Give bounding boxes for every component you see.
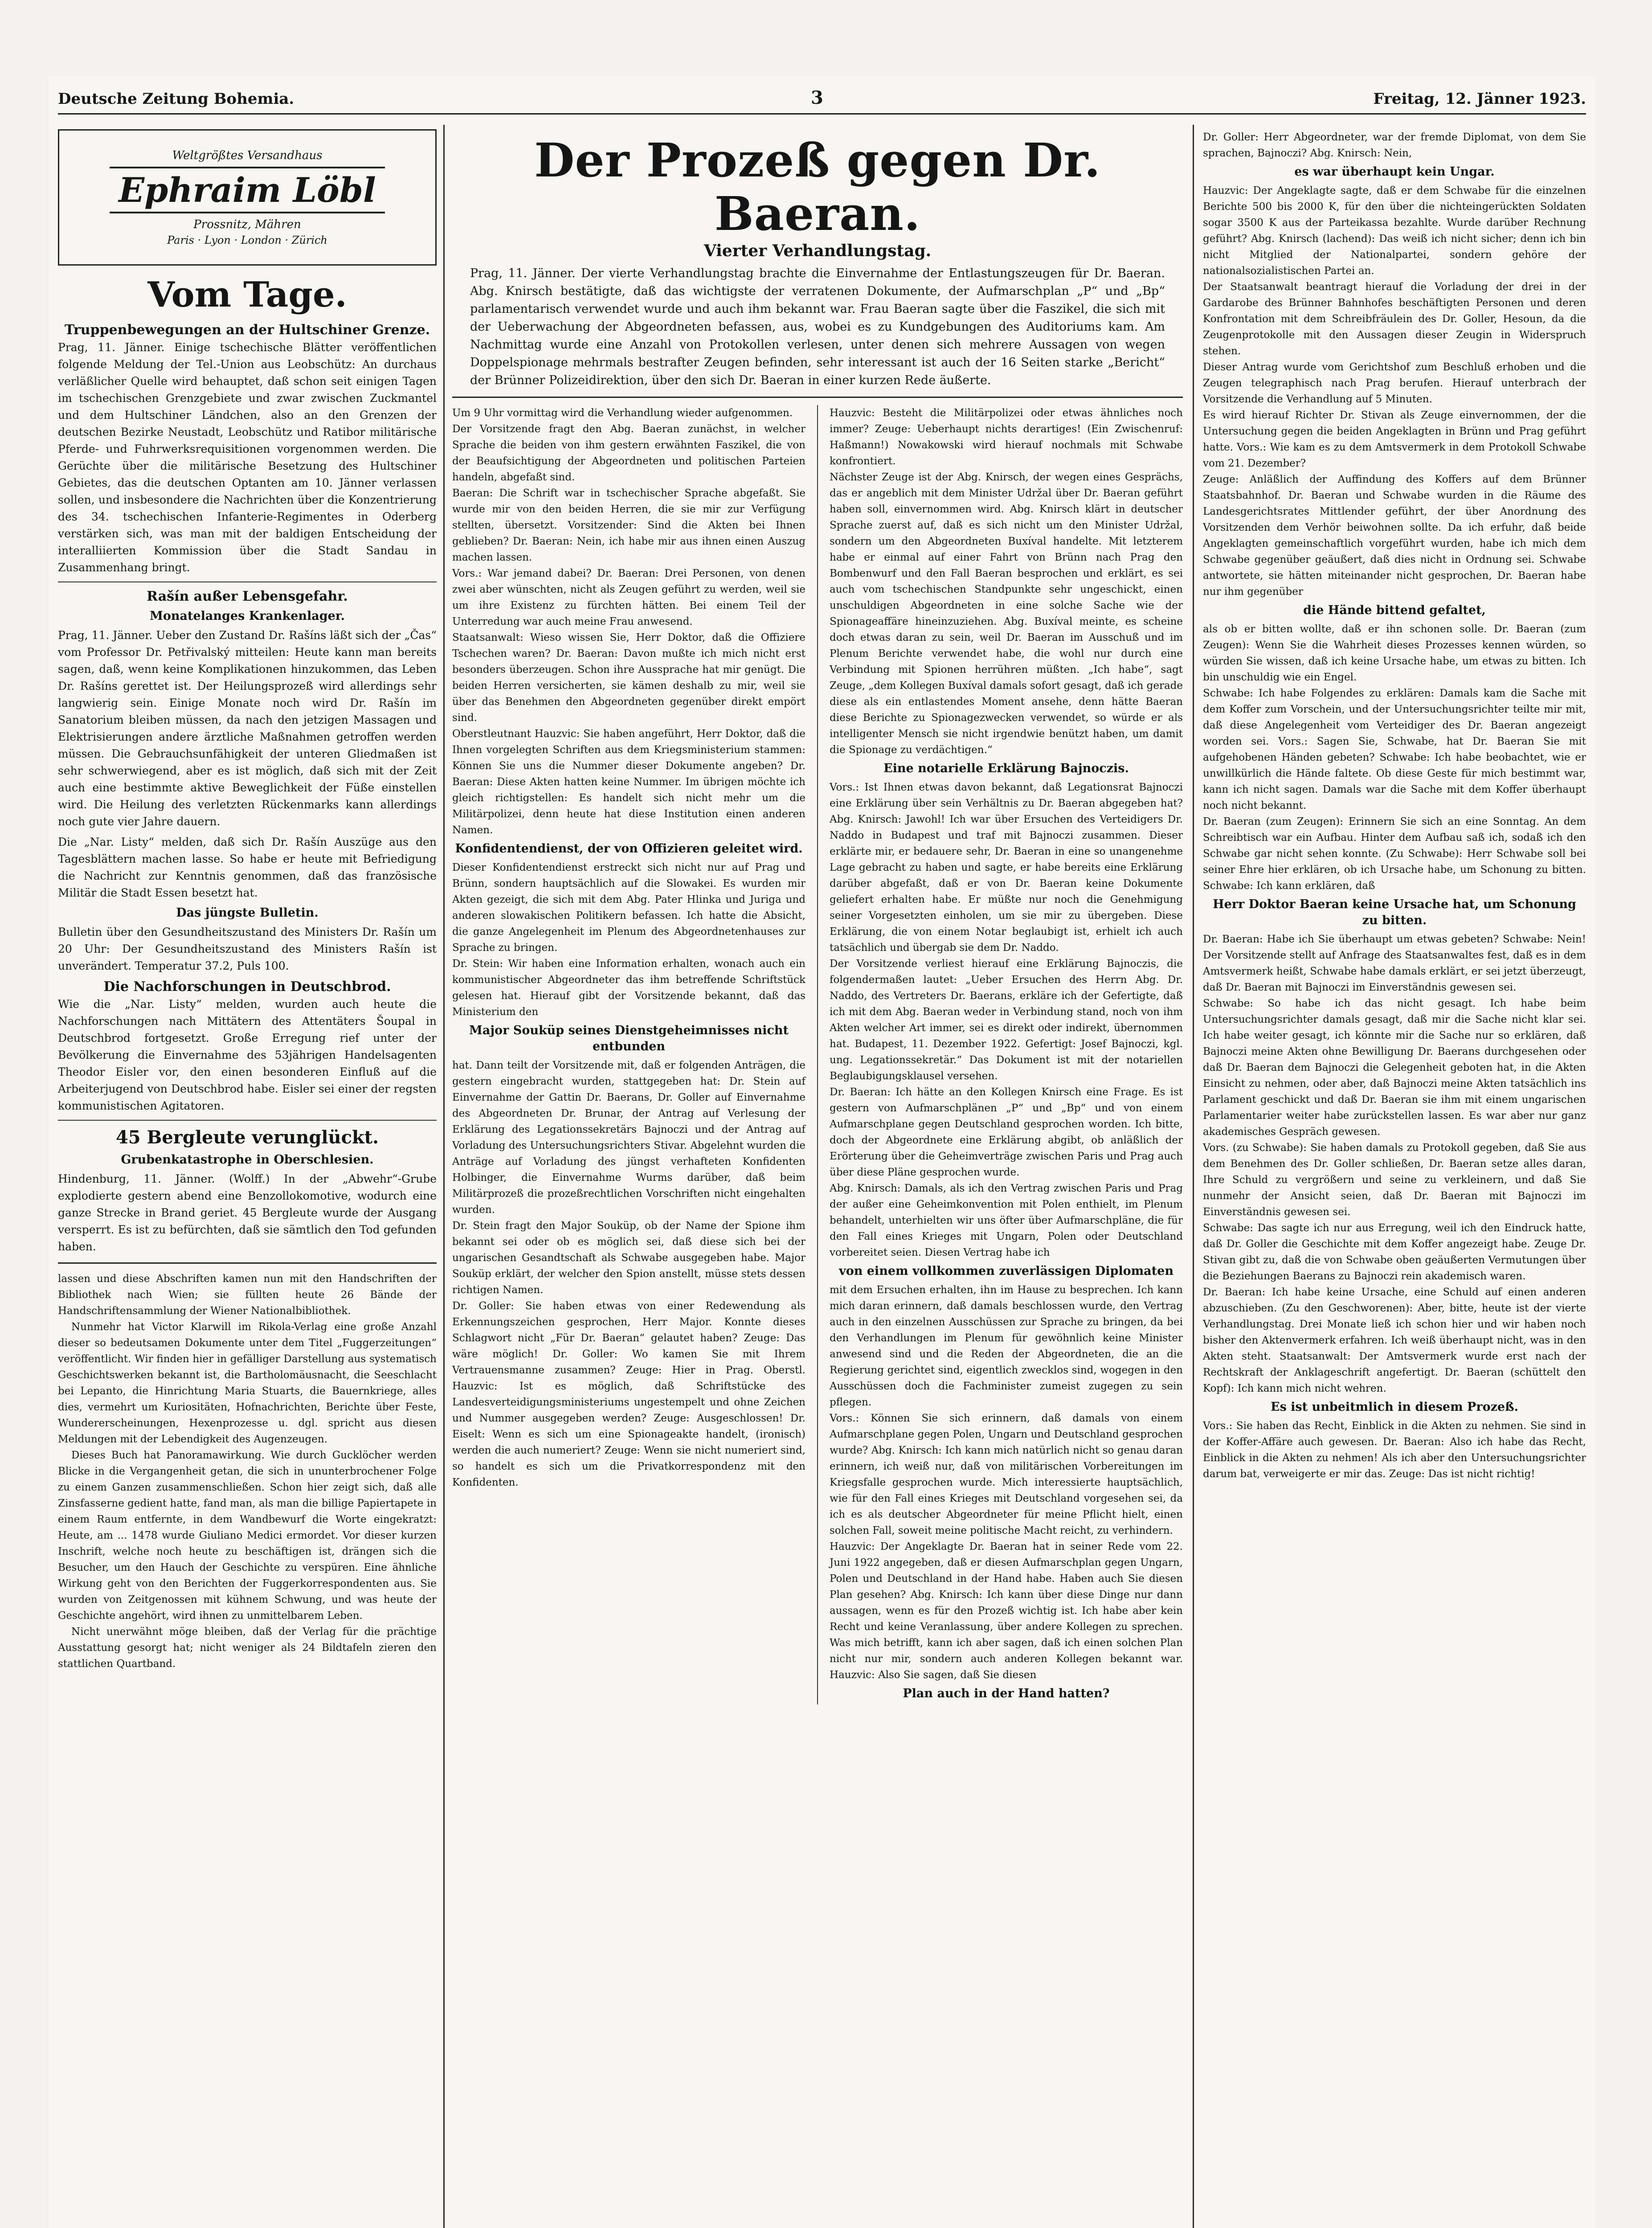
article-subcolumn-left: [452, 405, 806, 1704]
article-text: Oberstleutnant Hauzvic: Sie haben angeführt, Herr Doktor, daß die Ihnen vorgelegten Schriften aus dem Kriegsministerium stammen: Können Sie uns die Nummer dieser Dokumente angeben? Dr. Baeran: Diese Akten hatten keine Nummer. Im übrigen möchte ich gleich richtigstellen: Es handelt sich nicht mehr um die Militärpolizei, denn heute hat diese Institution einen anderen Namen.: [452, 728, 806, 836]
article-subheadline: Plan auch in der Hand hatten?: [903, 1687, 1110, 1700]
feuilleton-text: Nicht unerwähnt möge bleiben, daß der Verlag für die prächtige Ausstattung gesorgt hat; nicht weniger als 24 Bildtafeln zieren den stattlichen Quartband.: [58, 1626, 437, 1670]
article-subheadline: Herr Doktor Baeran keine Ursache hat, um Schonung zu bitten.: [1213, 897, 1576, 927]
article-text: Nächster Zeuge ist der Abg. Knirsch, der wegen eines Gesprächs, das er angeblich mit dem Minister Udržal über Dr. Baeran geführt haben soll, einvernommen wird. Abg. Knirsch klärt in deutscher Sprache zuerst auf, daß es sich nicht um den Minister Udržal, sondern um den Abgeordneten Buxíval handelte. Mit letzterem habe er einmal auf einer Fahrt von Brünn nach Prag den Bombenwurf und den Fall Baeran besprochen und erklärt, es sei auch vom tschechischen Standpunkte sehr ungeschickt, einen unschuldigen Abgeordneten in eine solche Sache wie der Spionageaffäre hineinzuziehen. Abg. Buxíval meinte, es scheine doch etwas daran zu sein, weil Dr. Baeran im Ausschuß und im Plenum Berichte verwendet habe, die wohl nur durch eine Verbindung mit Spionen herrühren müßten. „Ich habe“, sagt Zeuge, „dem Kollegen Buxíval damals sofort gesagt, daß ich gerade diese als ein entlastendes Moment ansehe, denn hätte Baeran diese Berichte zu Spionagezwecken verwendet, so würde er als intelligenter Mensch sie nicht irgendwie benützt haben, um damit die Spionage zu verdächtigen.“: [830, 471, 1183, 756]
article-headline: Das jüngste Bulletin.: [176, 906, 319, 920]
page-header: [58, 82, 1586, 115]
article-text: Der Vorsitzende fragt den Abg. Baeran zunächst, in welcher Sprache die beiden von ihm gestern erwähnten Faszikel, die von der Beaufsichtigung der Abgeordneten und politischen Parteien handeln, abgefaßt sind.: [452, 423, 806, 483]
article-text: Dr. Baeran (zum Zeugen): Erinnern Sie sich an eine Sonntag. An dem Schreibtisch war ein Aufbau. Hinter dem Aufbau saß ich, sodaß ich den Schwabe gar nicht sehen konnte. (Zu Schwabe): Herr Schwabe soll bei seiner Ehre hier erklären, ob ich Ursache habe, um Schonung zu bitten. Schwabe: Ich kann erklären, daß: [1203, 816, 1586, 892]
article-text: Vors. (zu Schwabe): Sie haben damals zu Protokoll gegeben, daß Sie aus dem Benehmen des Dr. Goller schließen, Dr. Baeran setze alles daran, Ihre Schuld zu vergrößern und seine zu verkleinern, und daß Sie nunmehr der Ansicht seien, daß Dr. Baeran mit Bajnoczi im Einverständnis gewesen sei.: [1203, 1142, 1586, 1218]
left-column: [58, 129, 437, 1672]
article-text: Vors.: Können Sie sich erinnern, daß damals von einem Aufmarschplane gegen Polen, Ungarn und Deutschland gesprochen wurde? Abg. Knirsch: Ich kann mich natürlich nicht so genau daran erinnern, ich weiß nur, daß von militärischen Vorbereitungen im Kriegsfalle gesprochen wurde. Mich interessierte hauptsächlich, wie für den Fall eines Krieges mit Deutschland vorgesehen sei, da ich es als deutscher Abgeordneter für meine Pflicht hielt, einen solchen Fall, soweit meine politische Macht reicht, zu verhindern.: [830, 1413, 1183, 1536]
article-subheadline: Konfidentendienst, der von Offizieren geleitet wird.: [455, 842, 803, 856]
ad-cities: Paris · Lyon · London · Zürich: [167, 233, 327, 246]
article-text: Dr. Baeran: Ich habe keine Ursache, eine Schuld auf einen anderen abzuschieben. (Zu den Geschworenen): Aber, bitte, heute ist der vierte Verhandlungstag. Drei Monate ließ ich schon hier und wir haben noch bisher den Aktenvermerk erfahren. Ich weiß überhaupt nicht, was in den Akten steht. Staatsanwalt: Der Amtsvermerk wurde erst nach der Rechtskraft der Anklageschrift angefertigt. Dr. Baeran (schüttelt den Kopf): Ich kann mich nicht wehren.: [1203, 1286, 1586, 1394]
feuilleton-text: lassen und diese Abschriften kamen nun mit den Handschriften der Bibliothek nach Wien; sie füllten heute 26 Bände der Handschriftensammlung der Wiener Nationalbibliothek.: [58, 1273, 437, 1317]
article-text: Dieser Konfidentendienst erstreckt sich nicht nur auf Prag und Brünn, sondern hauptsächlich auf die Slowakei. Es wurden mir Akten gezeigt, die sich mit dem Abg. Pater Hlinka und Juriga und anderen slowakischen Politikern befassen. Ich hatte die Absicht, die ganze Angelegenheit im Plenum des Abgeordnetenhauses zur Sprache zu bringen.: [452, 862, 806, 954]
article-text: Bulletin über den Gesundheitszustand des Ministers Dr. Rašín um 20 Uhr: Der Gesundheitszustand des Ministers Rašín ist unverändert. Temperatur 37.2, Puls 100.: [58, 926, 437, 972]
article-body: [452, 405, 1183, 1704]
article-text: Der Staatsanwalt beantragt hierauf die Vorladung der drei in der Gardarobe des Brünner Bahnhofes beschäftigten Personen und deren Konfrontation mit dem Schreibfräulein des Dr. Goller, Hesoun, da die Zeugenprotokolle mit den Aussagen dieser Zeugin in Widerspruch stehen.: [1203, 281, 1586, 357]
article-subheadline: Es ist unbeitmlich in diesem Prozeß.: [1270, 1400, 1519, 1414]
article-subcolumn-right: [830, 405, 1183, 1704]
article-text: Vors.: Ist Ihnen etwas davon bekannt, daß Legationsrat Bajnoczi eine Erklärung über sein Verhältnis zu Dr. Baeran abgegeben hat? Abg. Knirsch: Jawohl! Ich war über Ersuchen des Verteidigers Dr. Naddo in Budapest und traf mit Bajnoczi zusammen. Dieser erklärte mir, er bedauere sehr, Dr. Baeran in eine so unangenehme Lage gebracht zu haben und sagte, er habe bereits eine Erklärung darüber abgefaßt, daß er von Dr. Baeran keine Dokumente geliefert erhalten habe. Er müßte nur noch die Genehmigung seiner Vorgesetzten einholen, um sie mir zu übergeben. Diese Erklärung, die von einem Notar beglaubigt ist, erhielt ich auch tatsächlich und übergab sie dem Dr. Naddo.: [830, 782, 1183, 954]
article-text: hat. Dann teilt der Vorsitzende mit, daß er folgenden Anträgen, die gestern eingebracht wurden, stattgegeben hat: Dr. Stein auf Einvernahme der Gattin Dr. Baerans, Dr. Goller auf Einvernahme des Abgeordneten Dr. Brunar, der Antrag auf Verlesung der Erklärung des Legationssekretärs Bajnoczi und der Antrag auf Vorladung des Untersuchungsrichters Stivar. Abgelehnt wurden die Anträge auf Vorladung des jüngst verhafteten Konfidenten Holbinger, die Einvernahme Wurms darüber, daß beim Militärprozeß die prozeßrechtlichen Vorschriften nicht eingehalten wurden.: [452, 1060, 806, 1216]
article-text: Dr. Stein: Wir haben eine Information erhalten, wonach auch ein kommunistischer Abgeordneter das ihm betreffende Schriftstück gelesen hat. Hierauf gibt der Vorsitzende bekannt, daß das Ministerium den: [452, 958, 806, 1018]
article-text: Dr. Goller: Sie haben etwas von einer Redewendung als Erkennungszeichen gesprochen, Herr Major. Konnte dieses Schlagwort nicht „Für Dr. Baeran“ gelautet haben? Zeuge: Das wäre möglich! Dr. Goller: Wo kamen Sie mit Ihrem Vertrauensmanne zusammen? Zeuge: Hier in Prag. Oberstl. Hauzvic: Ist es möglich, daß Schriftstücke des Landesverteidigungsministeriums ungestempelt und ohne Zeichen und Nummer ausgegeben werden? Zeuge: Ausgeschlossen! Dr. Eiselt: Wenn es sich um eine Spionageakte handelt, (ironisch) werden die auch numeriert? Zeuge: Wenn sie nicht numeriert sind, so handelt es sich um die Privatkorrespondenz mit den Konfidenten.: [452, 1300, 806, 1488]
feuilleton-divider: [58, 1262, 437, 1264]
article-text: Dr. Baeran: Habe ich Sie überhaupt um etwas gebeten? Schwabe: Nein! Der Vorsitzende stellt auf Anfrage des Staatsanwaltes fest, daß es in dem Amtsvermerk heißt, Schwabe habe damals erklärt, er sei jetzt überzeugt, daß Dr. Baeran mit Bajnoczi im Einverständnis gewesen sei.: [1203, 934, 1586, 993]
article-text: Baeran: Die Schrift war in tschechischer Sprache abgefaßt. Sie wurde mir von den beiden Herren, die sie mir zur Verfügung stellten, übersetzt. Vorsitzender: Sind die Akten bei Ihnen geblieben? Dr. Baeran: Nein, ich habe mir aus ihnen einen Auszug machen lassen.: [452, 487, 806, 563]
article-text: Prag, 11. Jänner. Ueber den Zustand Dr. Rašíns läßt sich der „Čas“ vom Professor Dr. Petřivalský mitteilen: Heute kann man bereits sagen, daß, wenn keine Komplikationen hinzukommen, das Leben Dr. Rašíns gerettet ist. Der Heilungsprozeß wird allerdings sehr langwierig sein. Einige Monate noch wird Dr. Rašín im Sanatorium bleiben müssen, da nach den jetzigen Massagen und Elektrisierungen andere ärztliche Maßnahmen getroffen werden müssen. Die Gebrauchsunfähigkeit der unteren Gliedmaßen ist sehr schwerwiegend, aber es ist möglich, daß sich mit der Zeit auch eine bestimmte aktive Beweglichkeit der Füße einstellen wird. Die Heilung des verletzten Rückenmarks kann allerdings noch gute vier Jahre dauern.: [58, 629, 437, 828]
newspaper-page: [49, 76, 1595, 2228]
article-subheadline: von einem vollkommen zuverlässigen Diplomaten: [839, 1264, 1174, 1278]
article-headline: Rašín außer Lebensgefahr.: [147, 589, 348, 604]
article-lead: Prag, 11. Jänner. Der vierte Verhandlungstag brachte die Einvernahme der Entlastungszeugen für Dr. Baeran. Abg. Knirsch bestätigte, daß das wichtigste der verratenen Dokumente, der Aufmarschplan „P“ und „Bp“ parlamentarisch verwendet wurde und auch ihm bekannt war. Frau Baeran sagte über die Faszikel, die sich mit der Ueberwachung der Abgeordneten befassen, aus, wobei es zu Kundgebungen des Auditoriums kam. Am Nachmittag wurde eine Anzahl von Protokollen verlesen, unter denen sich mehrere Aussagen von wegen Doppelspionage mehrmals bestrafter Zeugen befinden, sehr interessant ist auch der 16 Seiten starke „Bericht“ der Brünner Polizeidirektion, über den sich Dr. Baeran in einer kurzen Rede äußerte.: [470, 266, 1165, 387]
article-text: Dieser Antrag wurde vom Gerichtshof zum Beschluß erhoben und die Zeugen telegraphisch nach Prag berufen. Hierauf unterbrach der Vorsitzende die Verhandlung auf 5 Minuten.: [1203, 361, 1586, 405]
column-divider: [443, 125, 445, 2228]
article-text: Vors.: War jemand dabei? Dr. Baeran: Drei Personen, von denen zwei aber wünschten, nicht als Zeugen geführt zu werden, weil sie um ihre Existenz zu fürchten hätten. Bei einem Teil der Unterredung war auch meine Frau anwesend.: [452, 568, 806, 627]
subcolumn-divider: [817, 405, 818, 1704]
article-text: Schwabe: Ich habe Folgendes zu erklären: Damals kam die Sache mit dem Koffer zum Vorschein, und der Untersuchungsrichter teilte mir mit, daß diese Angelegenheit vom Verteidiger des Dr. Baeran angezeigt worden sei. Vors.: Sagen Sie, Schwabe, hat Dr. Baeran Sie mit aufgehobenen Händen gebeten? Schwabe: Ich habe beobachtet, wie er unwillkürlich die Hände faltete. Ob diese Geste für mich bestimmt war, kann ich nicht sagen. Damals war die Sache mit dem Koffer überhaupt noch nicht bekannt.: [1203, 688, 1586, 811]
article-text: Staatsanwalt: Wieso wissen Sie, Herr Doktor, daß die Offiziere Tschechen waren? Dr. Baeran: Davon mußte ich mich nicht erst besonders überzeugen. Schon ihre Aussprache hat mir genügt. Die beiden Herren versicherten, sie kämen deshalb zu mir, weil sie über das Benehmen den Abgeordneten gegenüber direkt empört sind.: [452, 632, 806, 724]
column-divider: [1193, 125, 1194, 2228]
ad-tagline: Weltgrößtes Versandhaus: [172, 148, 323, 162]
ad-brand: Ephraim Löbl: [110, 167, 385, 213]
section-title: Vom Tage.: [147, 274, 347, 315]
main-article-subtitle: Vierter Verhandlungstag.: [703, 242, 932, 260]
article-text: Der Vorsitzende verliest hierauf eine Erklärung Bajnoczis, die folgendermaßen lautet: „Ueber Ersuchen des Herrn Abg. Dr. Naddo, des Vertreters Dr. Baerans, erkläre ich der Gefertigte, daß ich mit dem Abg. Baeran weder in Verbindung stand, noch von ihm Akten welcher Art immer, sei es direkt oder indirekt, übernommen hat. Budapest, 11. Dezember 1922. Gefertigt: Josef Bajnoczi, kgl. ung. Legationssekretär.“ Das Dokument ist mit der notariellen Beglaubigungsklausel versehen.: [830, 958, 1183, 1082]
article-text: Prag, 11. Jänner. Einige tschechische Blätter veröffentlichen folgende Meldung der Tel.-Union aus Leobschütz: An durchaus verläßlicher Quelle wird behauptet, daß schon seit einigen Tagen im tschechischen Grenzgebiete und zwar zwischen Zuckmantel und dem Hultschiner Ländchen, also an den Grenzen der deutschen Bezirke Neustadt, Leobschütz und Ratibor militärische Pferde- und Fuhrwerksrequisitionen vorgenommen werden. Die Gerüchte über die militärische Besetzung des Hultschiner Gebietes, das die deutschen Optanten am 10. Jänner verlassen sollen, und insbesondere die Nachrichten über die Konzentrierung des 34. tschechischen Infanterie-Regimentes in Oderberg verstärken sich, was man mit der baldigen Entscheidung der interalliierten Kommission über die Stadt Sandau in Zusammenhang bringt.: [58, 341, 437, 574]
article-text: Schwabe: So habe ich das nicht gesagt. Ich habe beim Untersuchungsrichter damals gesagt, daß mir die Sache nicht klar sei. Ich habe weiter gesagt, ich könnte mir die Sache nur so erklären, daß Bajnoczi meine Akten ohne Bewilligung Dr. Baerans durchgesehen oder daß Dr. Baeran dem Bajnoczi die Gelegenheit geboten hat, in die Akten Einsicht zu nehmen, oder aber, daß Bajnoczi meine Akten tatsächlich ins Parlament geschickt und daß Dr. Baeran sie ihm mit einem ungarischen Parlamentarier weiter habe zurückstellen lassen. Es war aber nur ganz akademisches Gespräch gewesen.: [1203, 998, 1586, 1138]
article-headline: 45 Bergleute verunglückt.: [115, 1127, 379, 1148]
newspaper-name: Deutsche Zeitung Bohemia.: [58, 90, 294, 108]
article-text: Vors.: Sie haben das Recht, Einblick in die Akten zu nehmen. Sie sind in der Koffer-Affäre auch gewesen. Dr. Baeran: Also ich habe das Recht, Einblick in die Akten zu nehmen! Als ich aber den Untersuchungsrichter darum bat, verweigerte er mir das. Zeuge: Das ist nicht richtig!: [1203, 1420, 1586, 1480]
article-subheadline: Grubenkatastrophe in Oberschlesien.: [121, 1153, 374, 1167]
article-subheadline: Major Souküp seines Dienstgeheimnisses nicht entbunden: [469, 1024, 789, 1053]
issue-date: Freitag, 12. Jänner 1923.: [1373, 90, 1586, 108]
article-text: Die „Nar. Listy“ melden, daß sich Dr. Rašín Auszüge aus den Tagesblättern machen lasse. So habe er heute mit Befriedigung die Nachricht zur Kenntnis genommen, daß das französische Militär die Stadt Essen besetzt hat.: [58, 836, 437, 899]
article-subheadline: die Hände bittend gefaltet,: [1303, 603, 1486, 617]
right-column: [1203, 129, 1586, 1482]
article-text: Hauzvic: Der Angeklagte Dr. Baeran hat in seiner Rede vom 22. Juni 1922 angegeben, daß er diesen Aufmarschplan gegen Ungarn, Polen und Deutschland in der Hand habe. Haben auch Sie diesen Plan gesehen? Abg. Knirsch: Ich kann über diese Dinge nur dann aussagen, wenn es für den Prozeß wichtig ist. Ich habe aber kein Recht und keine Veranlassung, über andere Kollegen zu sprechen. Was mich betrifft, kann ich aber sagen, daß ich einen solchen Plan nicht nur mir, sondern auch anderen Kollegen bekannt war. Hauzvic: Also Sie sagen, daß Sie diesen: [830, 1541, 1183, 1681]
article-text: Hindenburg, 11. Jänner. (Wolff.) In der „Abwehr“-Grube explodierte gestern abend eine Benzollokomotive, wodurch eine ganze Strecke in Brand geriet. 45 Bergleute wurde der Ausgang versperrt. Es ist zu befürchten, daß sie sämtlich den Tod gefunden haben.: [58, 1172, 437, 1253]
article-text: Es wird hierauf Richter Dr. Stivan als Zeuge einvernommen, der die Untersuchung gegen die beiden Angeklagten in Brünn und Prag geführt hatte. Vors.: Wie kam es zu dem Amtsvermerk in dem Protokoll Schwabe vom 21. Dezember?: [1203, 410, 1586, 469]
article-text: Schwabe: Das sagte ich nur aus Erregung, weil ich den Eindruck hatte, daß Dr. Goller die Geschichte mit dem Koffer angezeigt habe. Zeuge Dr. Stivan gibt zu, daß die von Schwabe oben geäußerten Vermutungen über die Beziehungen Baerans zu Bajnoczi rein akademisch waren.: [1203, 1222, 1586, 1282]
article-text: Wie die „Nar. Listy“ melden, wurden auch heute die Nachforschungen nach Mittätern des Attentäters Šoupal in Deutschbrod fortgesetzt. Große Erregung rief unter der Bevölkerung die Einvernahme des 53jährigen Handelsagenten Theodor Eisler vor, den einen besonderen Einfluß auf die Arbeiterjugend von Deutschbrod habe. Eisler sei einer der regsten kommunistischen Agitatoren.: [58, 998, 437, 1112]
article-text: Dr. Stein fragt den Major Souküp, ob der Name der Spione ihm bekannt sei oder ob es möglich sei, daß diese sich bei der ungarischen Gesandtschaft als Schwabe ausgegeben habe. Major Souküp erklärt, der welcher den Spion anstellt, müsse stets dessen richtigen Namen.: [452, 1220, 806, 1296]
article-text: als ob er bitten wollte, daß er ihn schonen solle. Dr. Baeran (zum Zeugen): Wenn Sie die Wahrheit dieses Prozesses kennen würden, so würden Sie wissen, daß ich keine Ursache habe, um etwas zu bitten. Ich bin unschuldig wie ein Engel.: [1203, 623, 1586, 683]
article-subheadline: Monatelanges Krankenlager.: [150, 609, 345, 623]
article-text: Zeuge: Anläßlich der Auffindung des Koffers auf dem Brünner Staatsbahnhof. Dr. Baeran und Schwabe wurden in die Räume des Landesgerichtsrates Mittlender geführt, der über Anordnung des Vorsitzenden dem Verhör beiwohnen sollte. Da ich erfuhr, daß beide Angeklagten gemeinschaftlich vorgeführt wurden, habe ich mich dem Schwabe gegenüber geäußert, daß dies nicht in Ordnung sei. Schwabe antwortete, sie hätten miteinander nicht gesprochen, Dr. Baeran habe nur ihm gegenüber: [1203, 474, 1586, 598]
advertisement: [58, 129, 437, 266]
article-text: Abg. Knirsch: Damals, als ich den Vertrag zwischen Paris und Prag der außer eine Geheimkonvention mit Polen enthielt, im Plenum behandelt, unterhielten wir uns öfter über Aufmarschpläne, die für den Fall eines Krieges mit Ungarn, Polen oder Deutschland vorbereitet seien. Diesen Vertrag habe ich: [830, 1183, 1183, 1258]
article-headline: Truppenbewegungen an der Hultschiner Grenze.: [64, 322, 430, 338]
main-article-title: Der Prozeß gegen Dr. Baeran.: [534, 133, 1101, 241]
article-text: Um 9 Uhr vormittag wird die Verhandlung wieder aufgenommen.: [452, 407, 793, 419]
main-article: [452, 129, 1183, 1704]
article-text: Hauzvic: Der Angeklagte sagte, daß er dem Schwabe für die einzelnen Berichte 500 bis 2000 K, für den über die nichteingerückten Soldaten sogar 3500 K aus der Parteikassa bezahlte. Wurde darüber Rechnung geführt? Abg. Knirsch (lachend): Das weiß ich nicht sicher; denn ich bin nicht Mitglied der Nationalpartei, sondern gehöre der nationalsozialistischen Partei an.: [1203, 185, 1586, 277]
article-subheadline: Eine notarielle Erklärung Bajnoczis.: [883, 762, 1129, 775]
page-number: 3: [811, 87, 823, 108]
article-subheadline: es war überhaupt kein Ungar.: [1294, 165, 1495, 179]
divider: [452, 397, 1183, 398]
feuilleton-text: Dieses Buch hat Panoramawirkung. Wie durch Gucklöcher werden Blicke in die Vergangenheit getan, die sich in ununterbrochener Folge zu einem Ganzen zusammenschließen. Schon hier zeigt sich, daß alle Zinsfasserne gedient hatte, fand man, als man die billige Papiertapete in einem Raum entfernte, in dem Wandbewurf die Worte eingekratzt: Heute, am ... 1478 wurde Giuliano Medici ermordet. Vor dieser kurzen Inschrift, welche noch heute zu beschäftigen ist, drängen sich die Besucher, um den Hauch der Geschichte zu verspüren. Eine ähnliche Wirkung geht von den Berichten der Fuggerkorrespondenten aus. Sie wurden von Zeitgenossen mit kühnem Schwung, und was heute der Geschichte angehört, wird ihnen zu unmittelbarem Leben.: [58, 1450, 437, 1622]
article-text: mit dem Ersuchen erhalten, ihn im Hause zu besprechen. Ich kann mich daran erinnern, daß damals beschlossen wurde, den Vertrag auch in den einzelnen Ausschüssen zur Sprache zu bringen, da bei den Verhandlungen im Plenum für gewöhnlich keine Minister anwesend sind und die Reden der Abgeordneten, die an die Regierung gerichtet sind, eigentlich zwecklos sind, wogegen in den Ausschüssen doch die Fachminister zumeist zugegen zu sein pflegen.: [830, 1284, 1183, 1408]
article-text: Dr. Goller: Herr Abgeordneter, war der fremde Diplomat, von dem Sie sprachen, Bajnoczi? Abg. Knirsch: Nein,: [1203, 131, 1586, 159]
article-headline: Die Nachforschungen in Deutschbrod.: [103, 979, 391, 995]
ad-subtitle: Prossnitz, Mähren: [193, 217, 301, 231]
article-text: Hauzvic: Besteht die Militärpolizei oder etwas ähnliches noch immer? Zeuge: Ueberhaupt nichts derartiges! (Ein Zwischenruf: Haßmann!) Nowakowski wird hierauf nochmals mit Schwabe konfrontiert.: [830, 407, 1183, 467]
divider: [58, 1120, 437, 1121]
feuilleton-text: Nunmehr hat Victor Klarwill im Rikola-Verlag eine große Anzahl dieser so bedeutsamen Dokumente unter dem Titel „Fuggerzeitungen“ veröffentlicht. Wir finden hier in gefälliger Darstellung aus systematisch Geschichtswerken bekannt ist, die Bartholomäusnacht, die Seeschlacht bei Lepanto, die Hinrichtung Maria Stuarts, die Bauernkriege, alles dies, vermehrt um Kuriositäten, Hofnachrichten, Berichte über Feste, Wundererscheinungen, Hexenprozesse u. dgl. spricht aus diesen Meldungen mit der Lebendigkeit des Augenzeugen.: [58, 1321, 437, 1445]
article-text: Dr. Baeran: Ich hätte an den Kollegen Knirsch eine Frage. Es ist gestern von Aufmarschplänen „P“ und „Bp“ und von einem Aufmarschplane gegen Deutschland gesprochen worden. Ich bitte, doch der Abgeordnete eine Erklärung abgibt, ob anläßlich der Erörterung über die Geheimverträge zwischen Paris und Prag auch über diese Pläne gesprochen wurde.: [830, 1086, 1183, 1178]
